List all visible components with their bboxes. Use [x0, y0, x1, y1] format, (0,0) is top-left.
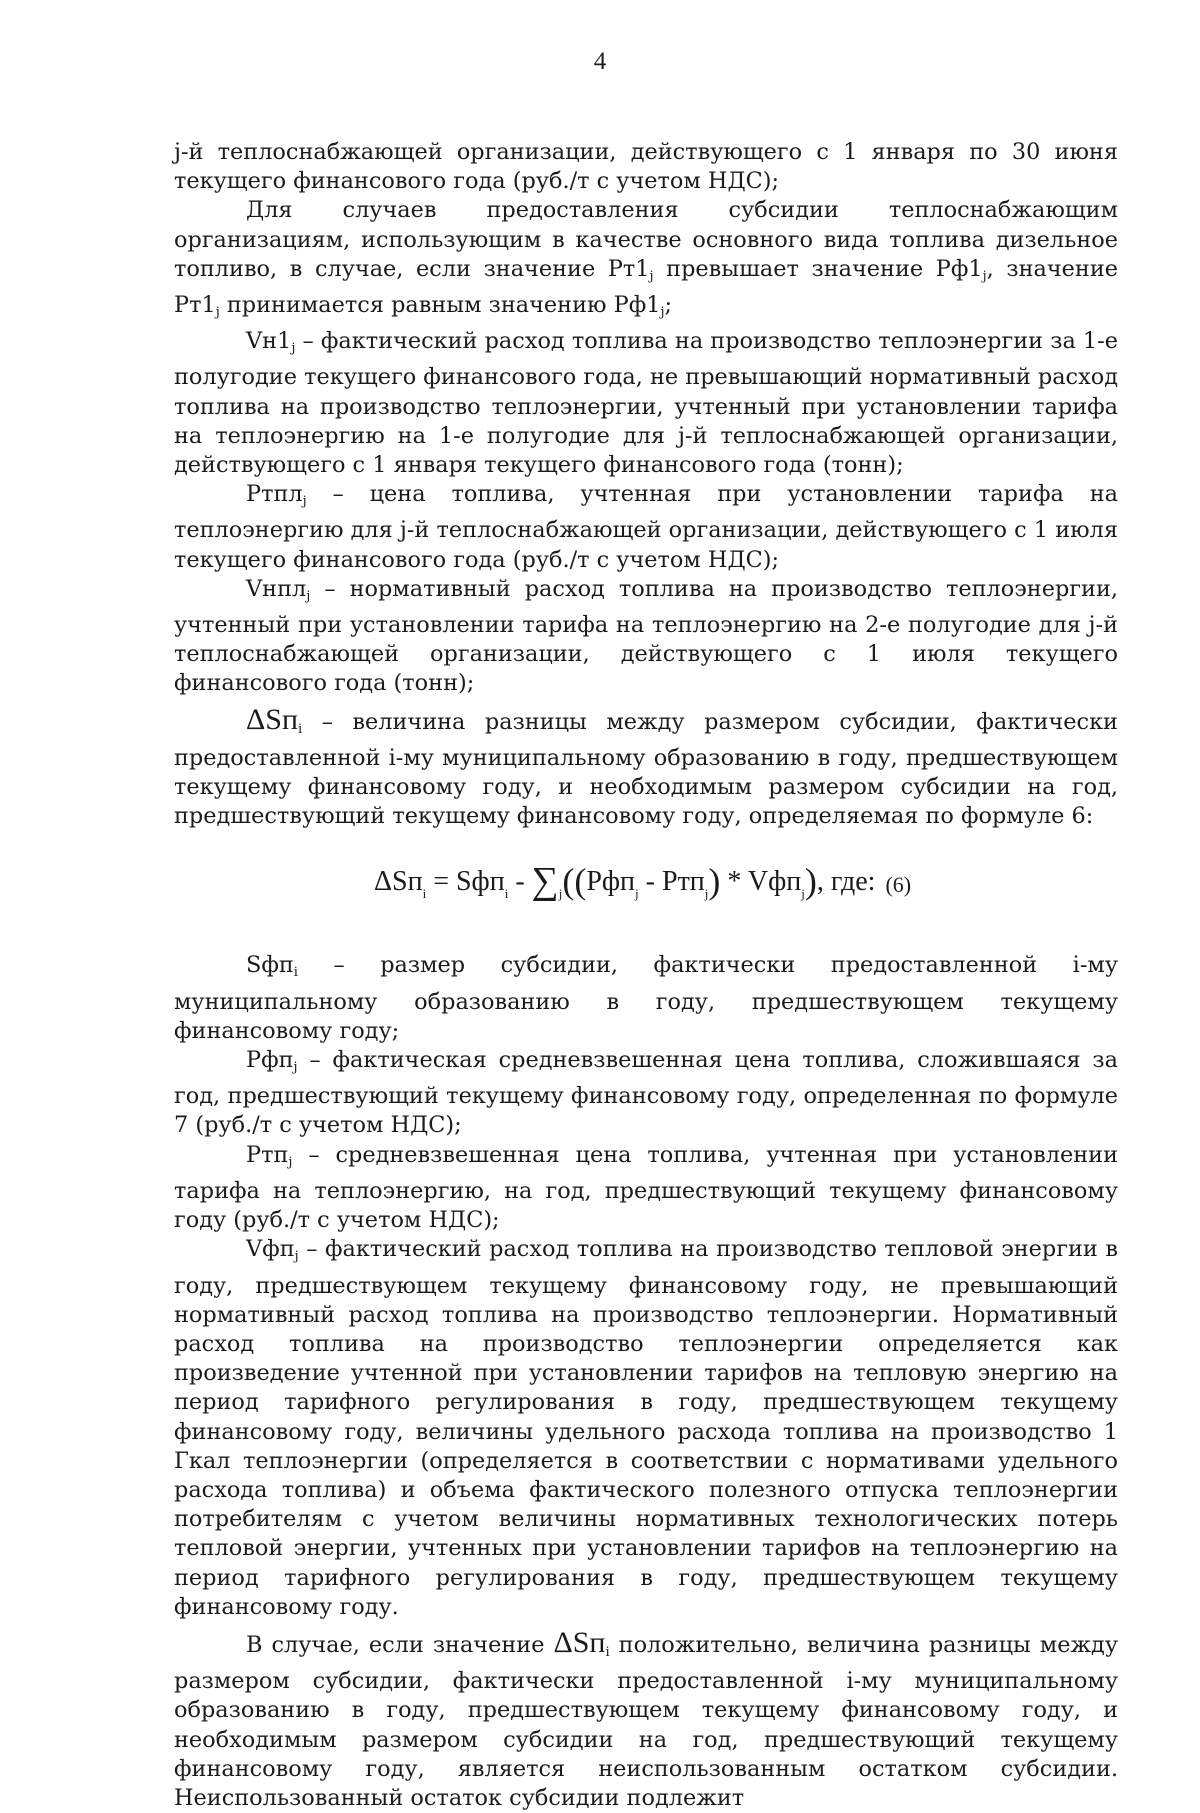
formula-term: Рфп — [586, 866, 636, 898]
subscript: j — [293, 1060, 298, 1076]
subscript: j — [288, 1154, 293, 1170]
formula-subscript: i — [504, 886, 509, 902]
subscript: j — [215, 305, 220, 321]
paragraph-text: – фактическая средневзвешенная цена топлива, сложившаяся за год, предшествующий текущему финансовому году, определенная по формуле 7 (руб./т с учетом НДС); — [174, 1047, 1118, 1139]
paragraph — [174, 1235, 1118, 1622]
paragraph — [174, 1046, 1118, 1141]
document-body — [174, 138, 1118, 1813]
paragraph — [174, 951, 1118, 1046]
formula-number: (6) — [885, 872, 912, 898]
paragraph-text: Для случаев предоставления субсидии теплоснабжающим организациям, использующим в качестве основного вида топлива дизельное топливо, в случае, если значение Рт1 — [174, 197, 1118, 282]
page-number: 4 — [593, 48, 607, 75]
paragraph-text: – средневзвешенная цена топлива, учтенная при установлении тарифа на теплоэнергию, на год, предшествующий текущему финансовому году (руб./т с учетом НДС); — [174, 1141, 1118, 1234]
paragraph-text: – величина разницы между размером субсидии, фактически предоставленной i-му муниципальному образованию в году, предшествующем текущему финансовому году, и необходимым размером субсидии на год, предшествующий текущему финансовому году, определяемая по формуле 6: — [174, 708, 1118, 830]
paragraph — [174, 196, 1118, 327]
subscript: j — [302, 494, 307, 510]
subscript: j — [660, 305, 665, 321]
paragraph — [174, 702, 1118, 832]
formula-paren: ) — [804, 861, 817, 902]
subscript: i — [605, 1644, 610, 1660]
formula-subscript: j — [704, 886, 709, 902]
paragraph — [174, 1625, 1118, 1813]
subscript: j — [291, 341, 296, 357]
paragraph-text: , значение Рт1 — [174, 255, 1119, 319]
symbol: Vфп — [246, 1236, 295, 1263]
subscript: j — [294, 1249, 299, 1265]
formula-term: Ртп — [662, 866, 705, 898]
formula-operator: - — [638, 866, 662, 898]
symbol: Ртпл — [246, 481, 303, 508]
paragraph-text: В случае, если значение — [246, 1631, 554, 1658]
formula-term: ΔSп — [374, 866, 423, 898]
symbol: Vн1 — [246, 328, 292, 355]
formula-paren: (( — [562, 861, 587, 902]
subscript: j — [649, 268, 654, 284]
paragraph — [174, 138, 1118, 196]
subscript: i — [298, 721, 303, 737]
paragraph — [174, 575, 1118, 699]
symbol: Sфп — [246, 952, 294, 979]
paragraph — [174, 1141, 1118, 1236]
paragraph-text: – цена топлива, учтенная при установлении тарифа на теплоэнергию для j-й теплоснабжающей организации, действующего с 1 июля текущего финансового года (руб./т с учетом НДС); — [174, 481, 1118, 573]
paragraph — [174, 327, 1118, 480]
symbol: ΔSп — [553, 1625, 606, 1659]
symbol: Рфп — [246, 1047, 294, 1074]
formula-subscript: i — [422, 886, 427, 902]
sum-symbol: ∑ — [531, 860, 559, 903]
paragraph-text: – фактический расход топлива на производство тепловой энергии в году, предшествующем текущему финансовому году, не превышающий нормативный расход топлива на производство теплоэнергии. Нормативный расход топлива на производство теплоэнергии определяется как произведение учтенной при установлении тарифов на тепловую энергию на период тарифного регулирования в году, предшествующем текущему финансовому году, величины удельного расхода топлива на производство 1 Гкал теплоэнергии (определяется в соответствии с нормативами удельного расхода топлива) и объема фактического полезного отпуска теплоэнергии потребителям с учетом величины нормативных технологических потерь тепловой энергии, учтенных при установлении тарифов на теплоэнергию на период тарифного регулирования в году, предшествующем текущему финансовому году. — [174, 1236, 1118, 1620]
symbol: ΔSп — [246, 702, 299, 736]
formula-term: = Sфп — [426, 866, 505, 898]
formula-operator: - — [508, 866, 532, 898]
paragraph-text: принимается равным значению Рф1 — [219, 292, 661, 319]
formula-paren: ) — [708, 861, 721, 902]
paragraph-text: – фактический расход топлива на производство теплоэнергии за 1-е полугодие текущего финансового года, не превышающий нормативный расход топлива на производство теплоэнергии, учтенный при установлении тарифа на теплоэнергию на 1-е полугодие для j-й теплоснабжающей организации, действующего с 1 января текущего финансового года (тонн); — [174, 328, 1118, 479]
subscript: j — [982, 268, 987, 284]
paragraph-text: превышает значение Рф1 — [653, 255, 983, 282]
subscript: i — [293, 965, 298, 981]
formula-subscript: j — [635, 886, 639, 902]
paragraph-text: – нормативный расход топлива на производство теплоэнергии, учтенный при установлении тарифа на теплоэнергию на 2-е полугодие для j-й теплоснабжающей организации, действующего с 1 июля текущего финансового года (тонн); — [174, 575, 1118, 697]
paragraph — [174, 480, 1118, 575]
formula-subscript: j — [558, 886, 563, 902]
paragraph-text: положительно, величина разницы между размером субсидии, фактически предоставленной i-му муниципальному образованию в году, предшествующем текущему финансовому году, и необходимым размером субсидии на год, предшествующий текущему финансовому году, является неиспользованным остатком субсидии. Неиспользованный остаток субсидии подлежит — [174, 1631, 1118, 1811]
formula-operator: * — [720, 866, 748, 898]
formula-tail: , где: — [816, 866, 876, 898]
paragraph-text: ; — [664, 292, 673, 319]
paragraph-text: – размер субсидии, фактически предоставленной i-му муниципальному образованию в году, предшествующем текущему финансовому году; — [174, 952, 1118, 1044]
formula-body — [374, 860, 912, 908]
paragraph-text: j-й теплоснабжающей организации, действующего с 1 января по 30 июня текущего финансового года (руб./т с учетом НДС); — [174, 139, 1118, 195]
symbol: Vнпл — [246, 575, 307, 602]
formula-6 — [174, 859, 1118, 915]
subscript: j — [306, 588, 311, 604]
formula-subscript: j — [801, 886, 805, 902]
symbol: Ртп — [246, 1141, 289, 1168]
formula-term: Vфп — [747, 866, 802, 898]
